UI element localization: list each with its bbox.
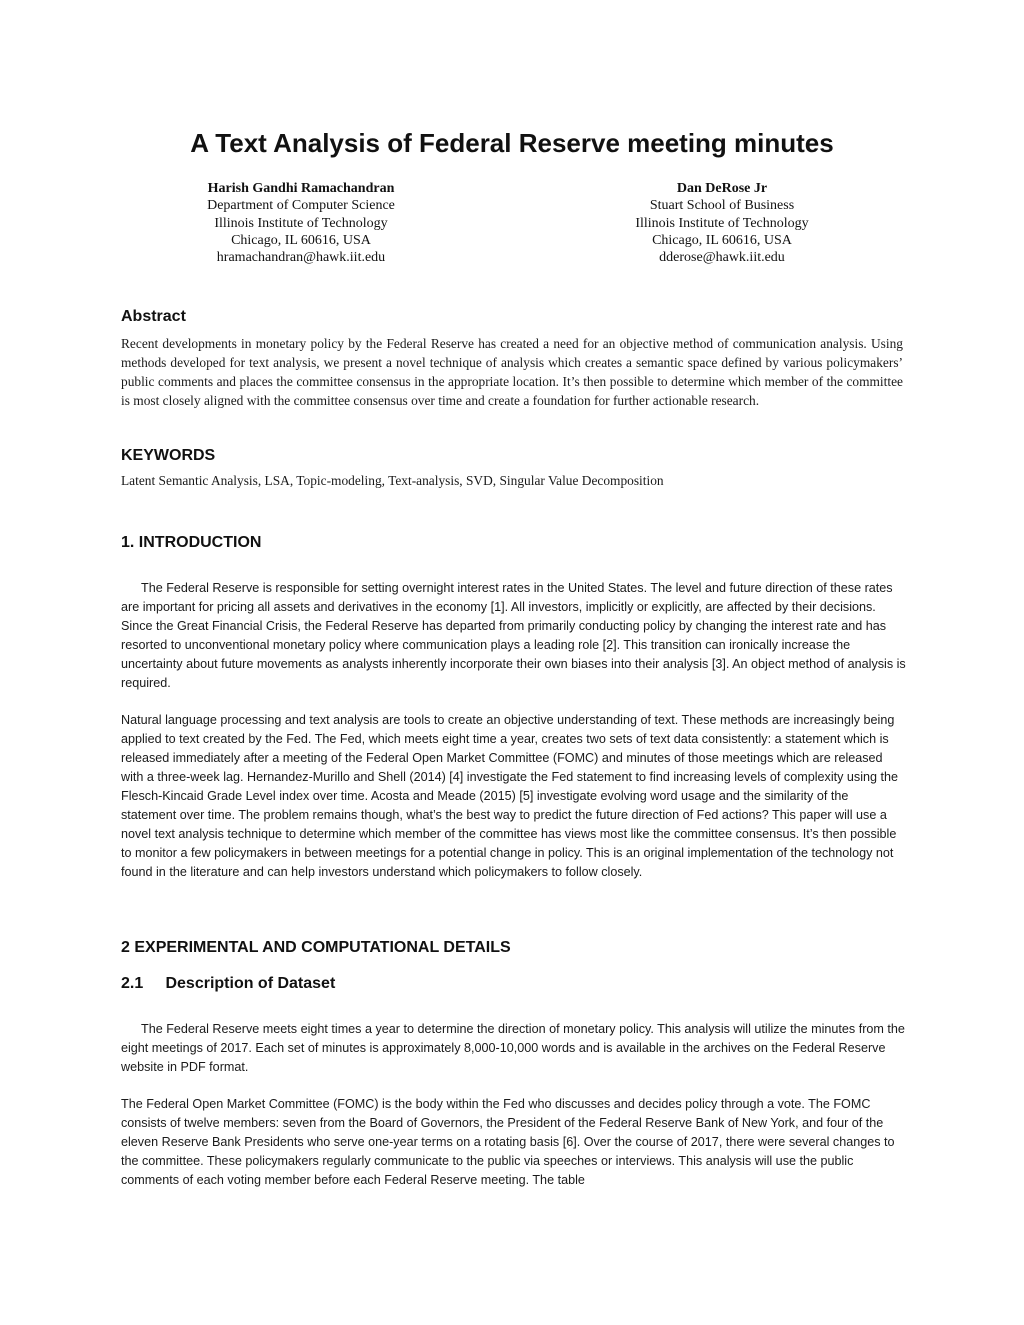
author-block-2 — [572, 180, 872, 266]
intro-paragraph-1: The Federal Reserve is responsible for setting overnight interest rates in the United States. The level and future direction of these rates are important for pricing all assets and derivatives in the economy [1]. All investors, implicitly or explicitly, are affected by their decisions. Since the Great Financial Crisis, the Federal Reserve has departed from primarily conducting policy by changing the interest rate and has resorted to unconventional monetary policy where communication plays a leading role [2]. This transition can ironically increase the uncertainty about future movements as analysts inherently incorporate their own biases into their analysis [3]. An object method of analysis is required. — [121, 581, 906, 690]
author-name: Harish Gandhi Ramachandran — [207, 181, 395, 196]
author-email: dderose@hawk.iit.edu — [659, 250, 785, 266]
dataset-paragraph-1: The Federal Reserve meets eight times a year to determine the direction of monetary policy. This analysis will utilize the minutes from the eight meetings of 2017. Each set of minutes is approximately 8,000-10,000 words and is available in the archives on the Federal Reserve website in PDF format. — [121, 1022, 905, 1074]
dataset-paragraph-2: The Federal Open Market Committee (FOMC) is the body within the Fed who discusses and decides policy through a vote. The FOMC consists of twelve members: seven from the Board of Governors, the President of the Federal Reserve Bank of New York, and four of the eleven Reserve Bank Presidents who serve one-year terms on a rotating basis [6]. Over the course of 2017, there were several changes to the committee. These policymakers regularly communicate to the public via speeches or interviews. This analysis will use the public comments of each voting member before each Federal Reserve meeting. The table — [121, 1097, 895, 1187]
author-institution: Illinois Institute of Technology — [214, 215, 388, 231]
author-institution: Illinois Institute of Technology — [635, 215, 809, 231]
keywords-heading: KEYWORDS — [121, 447, 216, 464]
author-block-1 — [151, 180, 451, 266]
keywords-text: Latent Semantic Analysis, LSA, Topic-modeling, Text-analysis, SVD, Singular Value Decomposition — [121, 473, 664, 488]
author-dept: Stuart School of Business — [649, 198, 795, 214]
intro-paragraph-2: Natural language processing and text analysis are tools to create an objective understanding of text. These methods are increasingly being applied to text created by the Fed. The Fed, which meets eight time a year, creates two sets of text data consistently: a statement which is released immediately after a meeting of the Federal Open Market Committee (FOMC) and minutes of those meetings which are released with a three-week lag. Hernandez-Murillo and Shell (2014) [4] investigate the Fed statement to find increasing levels of complexity using the Flesch-Kincaid Grade Level index over time. Acosta and Meade (2015) [5] investigate evolving word usage and the similarity of the statement over time. The problem remains though, what’s the best way to predict the future direction of Fed actions? This paper will use a novel text analysis technique to determine which member of the committee has views most like the committee consensus. It’s then possible to monitor a few policymakers in between meetings for a potential change in policy. This is an original implementation of the technology not found in the literature and can help investors understand which policymakers to follow closely. — [121, 713, 899, 879]
author-location: Chicago, IL 60616, USA — [231, 232, 371, 248]
introduction-heading: 1. INTRODUCTION — [121, 534, 262, 551]
section-2-heading: 2 EXPERIMENTAL AND COMPUTATIONAL DETAILS — [121, 939, 511, 956]
abstract-heading: Abstract — [121, 308, 186, 325]
abstract-text: Recent developments in monetary policy by the Federal Reserve has created a need for an objective method of communication analysis. Using methods developed for text analysis, we present a novel technique of analysis which creates a semantic space defined by various policymakers’ public comments and places the committee consensus in the appropriate location. It’s then possible to determine which member of the committee is most closely aligned with the committee consensus over time and create a foundation for further actionable research. — [121, 336, 903, 408]
author-dept: Department of Computer Science — [207, 198, 395, 214]
author-email: hramachandran@hawk.iit.edu — [216, 250, 386, 266]
author-name: Dan DeRose Jr — [676, 181, 768, 196]
paper-title: A Text Analysis of Federal Reserve meeting minutes — [190, 128, 834, 158]
author-location: Chicago, IL 60616, USA — [652, 232, 792, 248]
subsection-2-1-heading: 2.1 Description of Dataset — [121, 975, 336, 992]
